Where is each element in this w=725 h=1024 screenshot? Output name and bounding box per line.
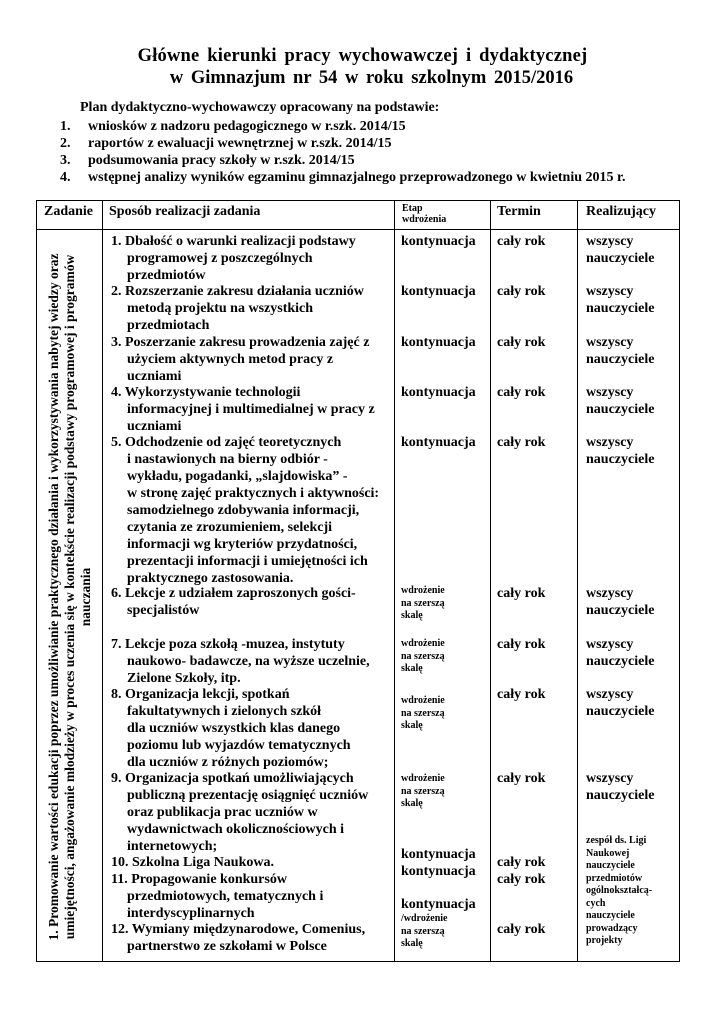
table-row-task: [111, 854, 391, 871]
task-line: 2. Rozszerzanie zakresu działania uczniów: [111, 284, 364, 299]
task-line: 7. Lekcje poza szkołą -muzea, instytuty: [111, 637, 345, 652]
task-line: naukowo- badawcze, na wyższe uczelnie,: [127, 654, 370, 669]
responsible-line: wszyscy: [586, 637, 634, 652]
stage-line: kontynuacja: [401, 897, 476, 912]
responsible-line: nauczyciele: [586, 603, 655, 618]
column-divider: [394, 201, 395, 961]
term-value: cały rok: [497, 335, 546, 350]
task-line: dla uczniów z różnych poziomów;: [127, 755, 329, 770]
responsible-value: [586, 283, 676, 317]
stage-line: wdrożenie: [401, 773, 445, 784]
stage-value: [401, 773, 489, 811]
responsible-value: [586, 835, 678, 948]
task-line: 3. Poszerzanie zakresu prowadzenia zajęć z: [111, 335, 370, 350]
responsible-line: wszyscy: [586, 335, 634, 350]
responsible-value: [586, 233, 676, 267]
responsible-line: nauczyciele: [586, 910, 635, 921]
task-line: 11. Propagowanie konkursów: [111, 872, 287, 887]
table-row-task: [111, 636, 391, 687]
responsible-line: nauczyciele: [586, 704, 655, 719]
task-line: 1. Dbałość o warunki realizacji podstawy: [111, 234, 356, 249]
term-value: cały rok: [497, 855, 546, 870]
list-item-text: wstępnej analizy wyników egzaminu gimnazjalnego przeprowadzonego w kwietniu 2015 r.: [88, 170, 626, 185]
task-line: publiczną prezentację osiągnięć uczniów: [127, 788, 369, 803]
responsible-value: [586, 686, 676, 720]
task-line: fakultatywnych i zielonych szkół: [127, 704, 322, 719]
task-line: uczniami: [127, 419, 182, 434]
responsible-line: nauczyciele: [586, 860, 635, 871]
stage-line: na szerszą: [401, 785, 445, 797]
term-value: cały rok: [497, 872, 546, 887]
responsible-value: [586, 384, 676, 418]
column-divider: [102, 201, 103, 961]
table-row-task: [111, 233, 391, 284]
responsible-line: nauczyciele: [586, 654, 655, 669]
term-value: cały rok: [497, 234, 546, 249]
stage-subtext: [401, 913, 489, 951]
stage-value: kontynuacja: [401, 234, 476, 249]
task-line: metodą projektu na wszystkich: [127, 301, 314, 316]
task-line: 8. Organizacja lekcji, spotkań: [111, 687, 290, 702]
stage-line: wdrożenie: [401, 585, 445, 596]
task-line: w stronę zajęć praktycznych i aktywności:: [127, 486, 380, 501]
list-item-number: 4.: [60, 170, 71, 185]
stage-value: kontynuacja: [401, 385, 476, 400]
responsible-value: [586, 334, 676, 368]
responsible-line: wszyscy: [586, 385, 634, 400]
task-line: Zielone Szkoły, itp.: [127, 671, 241, 686]
table-row-task: [111, 283, 391, 334]
responsible-line: zespół ds. Ligi: [586, 835, 647, 846]
task-line: prezentacji informacji i umiejętności ich: [127, 554, 368, 569]
task-line: wydawnictwach okolicznościowych i: [127, 822, 344, 837]
header-etap-line-2: wdrożenia: [402, 214, 447, 225]
header-termin: Termin: [497, 204, 541, 219]
term-value: cały rok: [497, 687, 546, 702]
stage-value: kontynuacja: [401, 335, 476, 350]
task-line: 9. Organizacja spotkań umożliwiających: [111, 771, 354, 786]
table-row-task: [111, 921, 391, 955]
stage-line: na szerszą: [401, 925, 445, 937]
plan-table: [36, 200, 680, 962]
responsible-line: przedmiotów: [586, 872, 643, 884]
list-item-text: wniosków z nadzoru pedagogicznego w r.szk. 2014/15: [88, 119, 406, 134]
table-row-task: [111, 871, 391, 922]
task-line: poziomu lub wyjazdów tematycznych: [127, 738, 351, 753]
stage-line: /wdrożenie: [401, 913, 448, 924]
responsible-line: projekty: [586, 935, 623, 946]
task-line: przedmiotów: [127, 268, 206, 283]
term-value: cały rok: [497, 637, 546, 652]
table-row-task: [111, 686, 391, 771]
term-value: cały rok: [497, 586, 546, 601]
column-divider: [490, 201, 491, 961]
table-row-task: [111, 384, 391, 435]
list-item: [60, 135, 625, 152]
stage-value: [401, 695, 489, 733]
task-line: specjalistów: [127, 603, 200, 618]
responsible-line: Naukowej: [586, 847, 630, 859]
sources-list: [60, 118, 625, 186]
task-line: 6. Lekcje z udziałem zaproszonych gości-: [111, 586, 356, 601]
list-item-text: podsumowania pracy szkoły w r.szk. 2014/15: [88, 153, 355, 168]
stage-line: wdrożenie: [401, 695, 445, 706]
stage-line: skalę: [401, 798, 423, 809]
header-realizujacy: Realizujący: [586, 204, 656, 219]
table-row-task: [111, 334, 391, 385]
responsible-line: ogólnokształcą-: [586, 885, 653, 896]
stage-value: [401, 638, 489, 676]
responsible-line: nauczyciele: [586, 788, 655, 803]
stage-line: na szerszą: [401, 597, 445, 609]
term-value: cały rok: [497, 771, 546, 786]
responsible-value: [586, 770, 676, 804]
task-line: interdyscyplinarnych: [127, 906, 255, 921]
header-etap: [402, 203, 446, 225]
stage-value: [401, 896, 489, 951]
document-title-line-2: w Gimnazjum nr 54 w roku szkolnym 2015/2016: [169, 68, 574, 88]
stage-value: kontynuacja: [401, 284, 476, 299]
task-line: czytania ze zrozumieniem, selekcji: [127, 520, 333, 535]
list-item-number: 2.: [60, 136, 71, 151]
task-line: samodzielnego zdobywania informacji,: [127, 503, 360, 518]
responsible-line: wszyscy: [586, 586, 634, 601]
header-etap-line-1: Etap: [402, 203, 423, 214]
task-line: dla uczniów wszystkich klas danego: [127, 721, 341, 736]
term-value: cały rok: [497, 284, 546, 299]
task-cell: [37, 230, 102, 963]
stage-line: na szerszą: [401, 707, 445, 719]
table-row-task: [111, 434, 391, 587]
list-item: [60, 118, 625, 135]
stage-value: [401, 585, 489, 623]
task-line: partnerstwo ze szkołami w Polsce: [127, 939, 327, 954]
responsible-line: wszyscy: [586, 284, 634, 299]
task-line: 10. Szkolna Liga Naukowa.: [111, 855, 274, 870]
task-line: 12. Wymiany międzynarodowe, Comenius,: [111, 922, 366, 937]
task-line: praktycznego zastosowania.: [127, 571, 294, 586]
task-line: przedmiotach: [127, 318, 210, 333]
table-row-task: [111, 770, 391, 855]
task-line: użyciem aktywnych metod pracy z: [127, 352, 334, 367]
term-value: cały rok: [497, 385, 546, 400]
table-row-task: [111, 585, 391, 619]
list-item-number: 1.: [60, 119, 71, 134]
responsible-line: wszyscy: [586, 771, 634, 786]
responsible-line: nauczyciele: [586, 452, 655, 467]
responsible-value: [586, 434, 676, 468]
responsible-line: wszyscy: [586, 435, 634, 450]
task-line: 5. Odchodzenie od zajęć teoretycznych: [111, 435, 342, 450]
list-item-number: 3.: [60, 153, 71, 168]
stage-line: na szerszą: [401, 650, 445, 662]
responsible-line: wszyscy: [586, 687, 634, 702]
task-line: wykładu, pogadanki, „slajdowiska” -: [127, 469, 348, 484]
task-line: oraz publikacja prac uczniów w: [127, 805, 318, 820]
list-item-text: raportów z ewaluacji wewnętrznej w r.szk. 2014/15: [88, 136, 392, 151]
stage-value: kontynuacja: [401, 847, 476, 862]
stage-value: kontynuacja: [401, 435, 476, 450]
list-item: [60, 169, 625, 186]
responsible-value: [586, 585, 676, 619]
task-line: uczniami: [127, 369, 182, 384]
column-divider: [577, 201, 578, 961]
header-zadanie: Zadanie: [44, 204, 94, 219]
responsible-line: wszyscy: [586, 234, 634, 249]
stage-line: skalę: [401, 610, 423, 621]
document-title-line-1: Główne kierunki pracy wychowawczej i dydaktycznej: [137, 46, 588, 66]
responsible-line: nauczyciele: [586, 251, 655, 266]
stage-line: skalę: [401, 720, 423, 731]
task-text: 1. Promowanie wartości edukacji poprzez umożliwianie praktycznego działania i wykorzystywania nabytej wiedzy oraz umiejętności, angażowanie młodzieży w proces uczenia się w kontekście realizacji podstawy programowej i programów nauczania: [45, 252, 93, 941]
task-line: internetowych;: [127, 839, 218, 854]
stage-line: wdrożenie: [401, 638, 445, 649]
responsible-line: cych: [586, 897, 606, 909]
task-line: 4. Wykorzystywanie technologii: [111, 385, 301, 400]
task-line: przedmiotowych, tematycznych i: [127, 889, 324, 904]
intro-text: Plan dydaktyczno-wychowawczy opracowany na podstawie:: [80, 100, 440, 115]
stage-line: skalę: [401, 663, 423, 674]
header-divider: [37, 229, 679, 230]
term-value: cały rok: [497, 922, 546, 937]
stage-value: kontynuacja: [401, 864, 476, 879]
header-sposob: Sposób realizacji zadania: [109, 204, 261, 219]
responsible-line: nauczyciele: [586, 352, 655, 367]
task-line: informacji wg kryteriów przydatności,: [127, 537, 358, 552]
task-line: informacyjnej i multimedialnej w pracy z: [127, 402, 375, 417]
stage-line: skalę: [401, 938, 423, 949]
responsible-line: nauczyciele: [586, 402, 655, 417]
task-line: i nastawionych na bierny odbiór -: [127, 452, 328, 467]
term-value: cały rok: [497, 435, 546, 450]
responsible-value: [586, 636, 676, 670]
responsible-line: nauczyciele: [586, 301, 655, 316]
list-item: [60, 152, 625, 169]
responsible-line: prowadzący: [586, 922, 638, 934]
task-line: programowej z poszczególnych: [127, 251, 313, 266]
